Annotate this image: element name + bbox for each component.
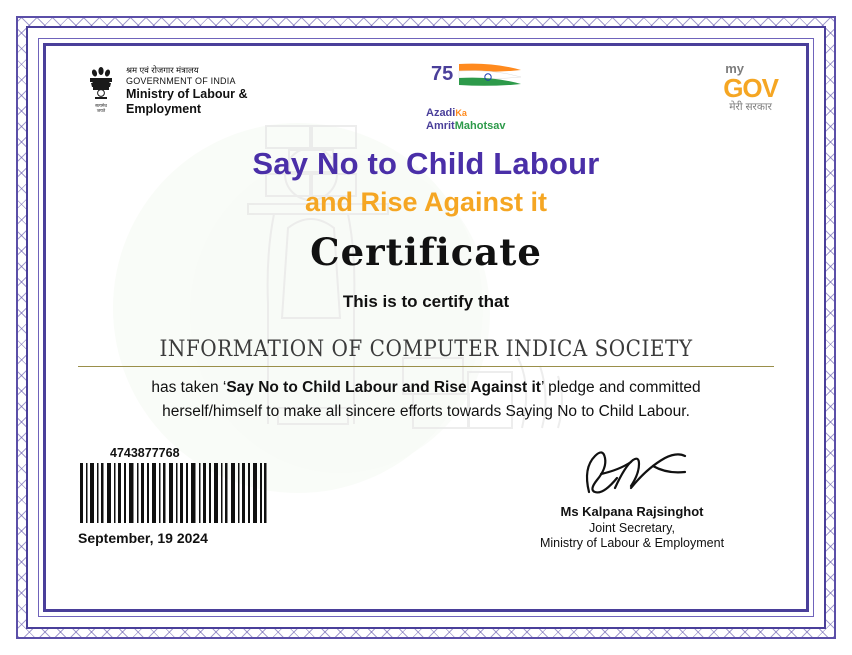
svg-text:जयते: जयते [96, 109, 106, 114]
certificate-title-line2: and Rise Against it [304, 187, 548, 217]
header-logos [48, 58, 804, 132]
mygov-gov-label: GOV [723, 73, 778, 103]
signature-icon [557, 444, 707, 502]
signatory-department: Ministry of Labour & Employment [539, 536, 725, 550]
pledge-prefix: has taken ‘ [151, 379, 227, 396]
signatory-name: Ms Kalpana Rajsinghot [560, 504, 704, 519]
barcode-number: 4743877768 [110, 446, 180, 460]
azadi-mahotsav: Mahotsav [454, 119, 506, 132]
pledge-name: Say No to Child Labour and Rise Against it [226, 379, 541, 396]
azadi-ka-amrit-mahotsav-logo [425, 58, 545, 100]
ministry-name-line1: Ministry of Labour & [126, 87, 248, 102]
india-state-emblem-icon [84, 64, 118, 116]
mygov-hindi-label: मेरी सरकार [729, 101, 772, 113]
ministry-logo-block [84, 64, 248, 117]
azadi-logo-block [420, 58, 550, 132]
mygov-my-label: my [725, 61, 744, 76]
issue-date: September, 19 2024 [78, 530, 208, 546]
certificate-heading: Certificate [310, 230, 542, 274]
ministry-name-line2: Employment [126, 102, 202, 117]
svg-text:सत्यमेव: सत्यमेव [95, 104, 107, 109]
certificate-title-line1: Say No to Child Labour [252, 146, 600, 181]
svg-text:75: 75 [431, 63, 454, 85]
certify-statement: This is to certify that [342, 292, 510, 311]
recipient-name: INFORMATION OF COMPUTER INDICA SOCIETY [159, 334, 693, 362]
mygov-logo-block [723, 62, 778, 113]
azadi-ka: Ka [455, 108, 467, 118]
signatory-role: Joint Secretary, [589, 521, 675, 535]
azadi-line1: Azadi [426, 107, 456, 119]
pledge-line2: herself/himself to make all sincere efforts towards Saying No to Child Labour. [162, 403, 690, 421]
signature-block [482, 444, 782, 550]
pledge-body-text [72, 376, 780, 424]
government-of-india-label: GOVERNMENT OF INDIA [126, 75, 236, 86]
azadi-line2: Amrit [426, 119, 455, 132]
recipient-underline [78, 366, 774, 367]
pledge-suffix: ’ pledge and committed [540, 379, 701, 396]
ministry-hindi-line: श्रम एवं रोजगार मंत्रालय [126, 65, 199, 75]
barcode-icon [78, 463, 268, 523]
certificate-content [48, 48, 804, 607]
